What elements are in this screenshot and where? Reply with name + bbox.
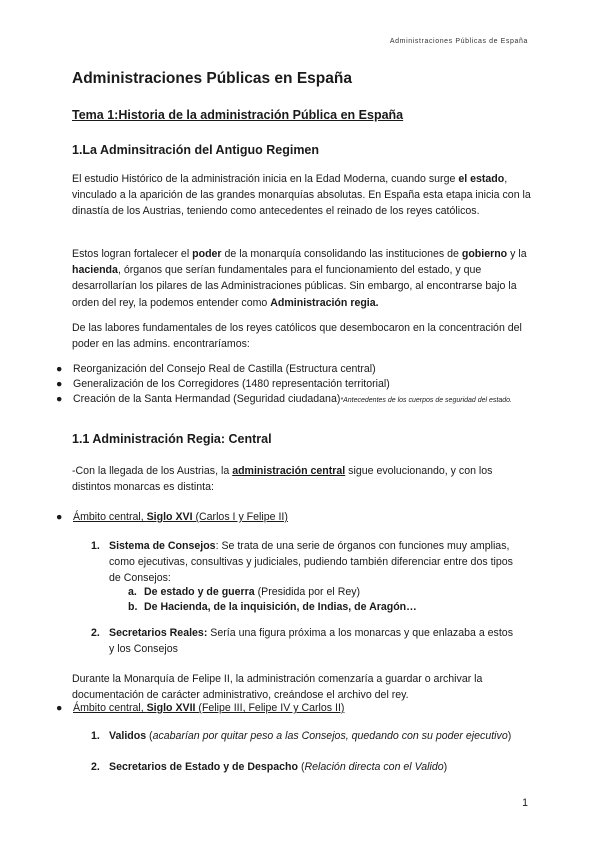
bullet-icon: ● xyxy=(56,393,63,405)
section-heading-administracion-regia: 1.1 Administración Regia: Central xyxy=(72,432,272,446)
running-header: Administraciones Públicas de España xyxy=(389,38,528,45)
page-number: 1 xyxy=(522,797,528,809)
section-heading-antiguo-regimen: 1.La Adminsitración del Antiguo Regimen xyxy=(72,143,320,157)
footnote-note: *Antecedentes de los cuerpos de seguridad del estado. xyxy=(340,397,512,404)
paragraph-labores: De las labores fundamentales de los reyes católicos que desembocaron en la concentración del poder en las admins. encontraríamos: xyxy=(72,322,522,351)
tema-heading: Tema 1:Historia de la administración Pública en España xyxy=(72,108,404,122)
bullet-icon: ● xyxy=(56,363,63,375)
bullet-icon: ● xyxy=(56,378,63,390)
document-title: Administraciones Públicas en España xyxy=(72,70,352,87)
paragraph-austrias: -Con la llegada de los Austrias, la administración central sigue evolucionando, y con los distintos monarcas es distinta: xyxy=(72,465,493,494)
bullet-icon: ● xyxy=(56,702,63,714)
paragraph-felipe-ii: Durante la Monarquía de Felipe II, la administración comenzaría a guardar o archivar la documentación de carácter administrativo, creándose el archivo del rey. xyxy=(72,673,483,702)
bullet-icon: ● xyxy=(56,511,63,523)
paragraph-estudio-historico: El estudio Histórico de la administración inicia en la Edad Moderna, cuando surge el estado, vinculado a la aparición de las grandes monarquías absolutas. En España esta etapa inicia con la dinastía de los Austrias, teniendo como antecedentes el reinado de los reyes católicos. xyxy=(72,173,531,218)
paragraph-poder-monarquia: Estos logran fortalecer el poder de la monarquía consolidando las instituciones de gobierno y la hacienda, órganos que serían fundamentales para el funcionamiento del estado, y que desarrollarían los pilares de las Administraciones públicas. Sin embargo, al encontrarse bajo la orden del rey, la podemos entender como Administración regia. xyxy=(72,248,527,309)
